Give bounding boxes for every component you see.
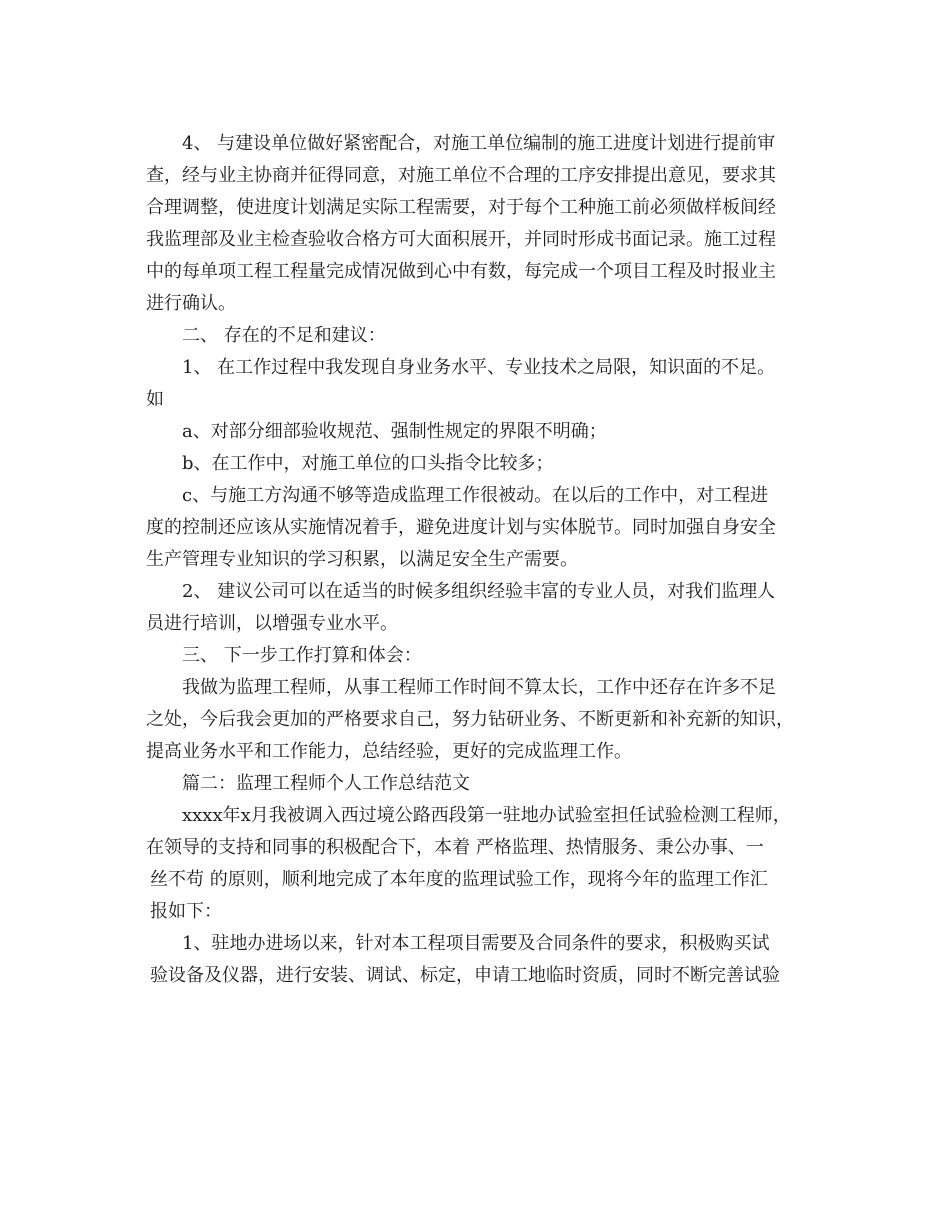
text-line: a、对部分细部验收规范、强制性规定的界限不明确； xyxy=(182,421,607,442)
text-line: b、在工作中，对施工单位的口头指令比较多； xyxy=(182,453,554,474)
text-line: 之处，今后我会更加的严格要求自己，努力钻研业务、不断更新和补充新的知识， xyxy=(146,709,794,730)
text-line: 报如下： xyxy=(150,901,222,922)
text-line: 合理调整，使进度计划满足实际工程需要，对于每个工种施工前必须做样板间经 xyxy=(146,197,776,218)
text-line: 在领导的支持和同事的积极配合下，本着 严格监理、热情服务、秉公办事、一 xyxy=(146,837,764,858)
text-line: 丝不苟 的原则，顺利地完成了本年度的监理试验工作，现将今年的监理工作汇 xyxy=(150,869,768,890)
document-body xyxy=(146,128,816,992)
section-heading: 二、 存在的不足和建议： xyxy=(182,325,386,346)
text-line: 2、 建议公司可以在适当的时候多组织经验丰富的专业人员，对我们监理人 xyxy=(182,581,776,602)
text-line: 中的每单项工程工程量完成情况做到心中有数，每完成一个项目工程及时报业主 xyxy=(146,261,776,282)
text-line: 度的控制还应该从实施情况着手，避免进度计划与实体脱节。同时加强自身安全 xyxy=(146,517,776,538)
section-heading: 三、 下一步工作打算和体会： xyxy=(182,645,422,666)
text-line: 验设备及仪器，进行安装、调试、标定，申请工地临时资质，同时不断完善试验 xyxy=(150,965,780,986)
text-line: xxxx年x月我被调入西过境公路西段第一驻地办试验室担任试验检测工程师， xyxy=(182,805,791,826)
text-line: 我监理部及业主检查验收合格方可大面积展开，并同时形成书面记录。施工过程 xyxy=(146,229,776,250)
article-title: 篇二：监理工程师个人工作总结范文 xyxy=(182,773,470,794)
text-line: 提高业务水平和工作能力，总结经验，更好的完成监理工作。 xyxy=(146,741,632,762)
text-line: 查，经与业主协商并征得同意，对施工单位不合理的工序安排提出意见，要求其 xyxy=(146,165,776,186)
text-line: 4、 与建设单位做好紧密配合，对施工单位编制的施工进度计划进行提前审 xyxy=(182,133,776,154)
text-line: c、与施工方沟通不够等造成监理工作很被动。在以后的工作中，对工程进 xyxy=(182,485,769,506)
text-line: 1、 在工作过程中我发现自身业务水平、专业技术之局限，知识面的不足。 xyxy=(182,357,776,378)
text-line: 员进行培训，以增强专业水平。 xyxy=(146,613,398,634)
text-line: 进行确认。 xyxy=(146,293,236,314)
text-line: 1、驻地办进场以来，针对本工程项目需要及合同条件的要求，积极购买试 xyxy=(182,933,770,954)
text-line: 我做为监理工程师，从事工程师工作时间不算太长，工作中还存在许多不足 xyxy=(182,677,776,698)
text-line: 生产管理专业知识的学习积累，以满足安全生产需要。 xyxy=(146,549,578,570)
text-line: 如 xyxy=(146,389,164,410)
